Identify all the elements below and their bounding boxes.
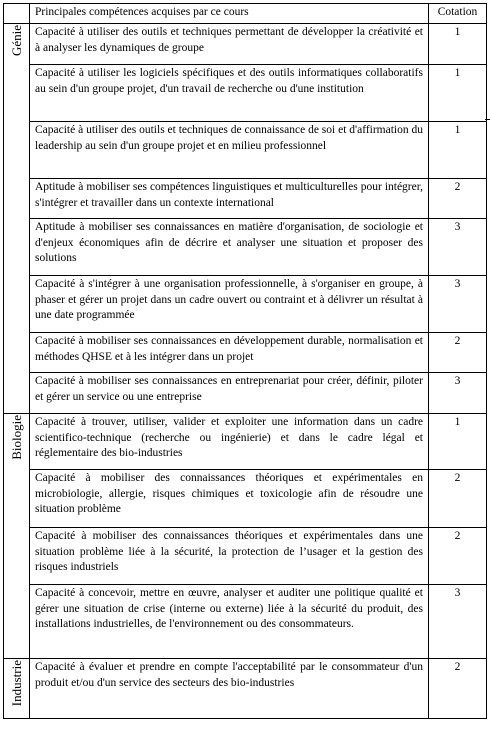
cotation-value: 3 — [429, 585, 487, 659]
cotation-value: 1 — [429, 65, 487, 122]
competence-text: Capacité à utiliser les logiciels spécifiques et des outils informatiques collaboratifs au sein d'un groupe projet, d'un travail de recherche ou d'une institution — [30, 65, 429, 122]
table-row — [4, 373, 487, 414]
table-row — [4, 276, 487, 333]
table-row — [4, 470, 487, 528]
category-genie — [4, 24, 30, 414]
table-row — [4, 585, 487, 659]
category-label: Génie — [8, 25, 24, 57]
table-row — [4, 333, 487, 373]
table-row — [4, 528, 487, 585]
competence-text: Capacité à mobiliser des connaissances théoriques et expérimentales dans une situation problème liée à la sécurité, la protection de l’usager et la gestion des risques industriels — [30, 528, 429, 585]
cotation-value: 3 — [429, 276, 487, 333]
cotation-value: 3 — [429, 219, 487, 276]
competence-text: Capacité à évaluer et prendre en compte l'acceptabilité par le consommateur d'un produit et/ou d'un service des secteurs des bio-industries — [30, 659, 429, 719]
table-row — [4, 219, 487, 276]
cotation-value: 3 — [429, 373, 487, 414]
cotation-value: 2 — [429, 179, 487, 219]
header-row — [4, 4, 487, 24]
competence-text: Capacité à mobiliser ses connaissances en développement durable, normalisation et méthodes QHSE et à les intégrer dans un projet — [30, 333, 429, 373]
margin-mark — [485, 119, 490, 120]
table-row — [4, 24, 487, 65]
category-industrie — [4, 659, 30, 719]
header-cotation: Cotation — [429, 4, 487, 24]
table-row — [4, 659, 487, 719]
cotation-value: 1 — [429, 24, 487, 65]
table-row — [4, 414, 487, 470]
competence-text: Capacité à concevoir, mettre en œuvre, analyser et auditer une politique qualité et gérer une situation de crise (interne ou externe) liée à la sécurité du produit, des installations industrielles, de l'environnement ou des consommateurs. — [30, 585, 429, 659]
competence-text: Capacité à utiliser des outils et techniques permettant de développer la créativité et à analyser les dynamiques de groupe — [30, 24, 429, 65]
table-row — [4, 179, 487, 219]
header-competences: Principales compétences acquises par ce cours — [30, 4, 429, 24]
cotation-value: 2 — [429, 659, 487, 719]
cotation-value: 2 — [429, 333, 487, 373]
competence-text: Capacité à mobiliser ses connaissances en entreprenariat pour créer, définir, piloter et gérer un service ou une entreprise — [30, 373, 429, 414]
competence-text: Capacité à trouver, utiliser, valider et exploiter une information dans un cadre scientifico-technique (recherche ou ingénierie) et dans le cadre légal et réglementaire des bio-industries — [30, 414, 429, 470]
competences-table — [3, 3, 487, 719]
table-row — [4, 122, 487, 179]
competence-text: Aptitude à mobiliser ses connaissances en matière d'organisation, de sociologie et d'enjeux économiques afin de décrire et analyser une situation et proposer des solutions — [30, 219, 429, 276]
competence-text: Capacité à utiliser des outils et techniques de connaissance de soi et d'affirmation du leadership au sein d'un groupe projet et en milieu professionnel — [30, 122, 429, 179]
cotation-value: 1 — [429, 414, 487, 470]
competence-text: Aptitude à mobiliser ses compétences linguistiques et multiculturelles pour intégrer, s'intégrer et travailler dans un contexte international — [30, 179, 429, 219]
category-label: Industrie — [8, 660, 24, 707]
cotation-value: 2 — [429, 470, 487, 528]
competence-text: Capacité à mobiliser des connaissances théoriques et expérimentales en microbiologie, allergie, risques chimiques et toxicologie afin de résoudre une situation problème — [30, 470, 429, 528]
category-biologie — [4, 414, 30, 659]
cotation-value: 1 — [429, 122, 487, 179]
header-empty-cell — [4, 4, 30, 24]
table-row — [4, 65, 487, 122]
category-label: Biologie — [8, 415, 24, 460]
cotation-value: 2 — [429, 528, 487, 585]
competence-text: Capacité à s'intégrer à une organisation professionnelle, à s'organiser en groupe, à phaser et gérer un projet dans un cadre ouvert ou contraint et à délivrer un résultat à une date programmée — [30, 276, 429, 333]
